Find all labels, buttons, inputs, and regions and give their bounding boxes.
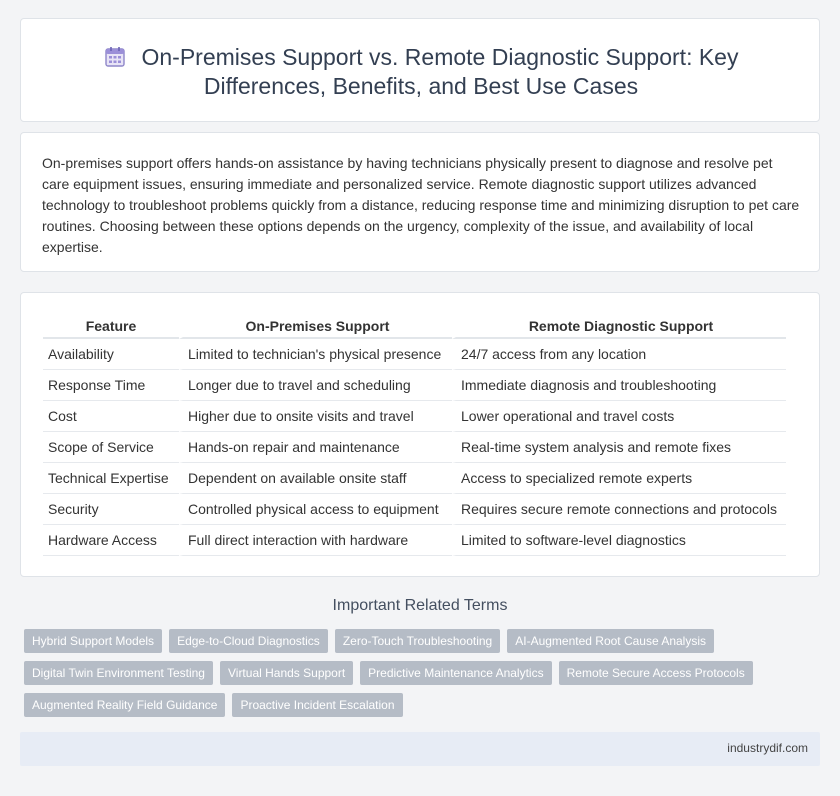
related-terms-heading: Important Related Terms bbox=[332, 597, 508, 614]
on-premises-cell: Controlled physical access to equipment bbox=[179, 494, 452, 525]
remote-cell: Real-time system analysis and remote fixes bbox=[452, 432, 786, 463]
table-row bbox=[43, 370, 786, 401]
page-title bbox=[21, 43, 821, 101]
column-header-remote: Remote Diagnostic Support bbox=[452, 315, 786, 339]
remote-cell: Access to specialized remote experts bbox=[452, 463, 786, 494]
feature-cell: Security bbox=[43, 494, 179, 525]
feature-cell: Availability bbox=[43, 339, 179, 370]
remote-cell: Lower operational and travel costs bbox=[452, 401, 786, 432]
comparison-table bbox=[43, 315, 786, 556]
related-term-tag[interactable]: Edge-to-Cloud Diagnostics bbox=[169, 629, 328, 653]
on-premises-cell: Higher due to onsite visits and travel bbox=[179, 401, 452, 432]
table-row bbox=[43, 432, 786, 463]
remote-cell: 24/7 access from any location bbox=[452, 339, 786, 370]
related-terms-list bbox=[24, 629, 824, 725]
table-row bbox=[43, 525, 786, 556]
remote-cell: Immediate diagnosis and troubleshooting bbox=[452, 370, 786, 401]
comparison-card bbox=[20, 292, 820, 577]
on-premises-cell: Limited to technician's physical presence bbox=[179, 339, 452, 370]
table-row bbox=[43, 494, 786, 525]
related-term-tag[interactable]: Augmented Reality Field Guidance bbox=[24, 693, 225, 717]
feature-cell: Technical Expertise bbox=[43, 463, 179, 494]
header-card bbox=[20, 18, 820, 122]
footer bbox=[20, 732, 820, 766]
related-term-tag[interactable]: Remote Secure Access Protocols bbox=[559, 661, 753, 685]
footer-site-link[interactable]: industrydif.com bbox=[727, 741, 808, 755]
table-row bbox=[43, 401, 786, 432]
remote-cell: Limited to software-level diagnostics bbox=[452, 525, 786, 556]
feature-cell: Scope of Service bbox=[43, 432, 179, 463]
calendar-icon bbox=[104, 46, 126, 68]
table-row bbox=[43, 339, 786, 370]
feature-cell: Cost bbox=[43, 401, 179, 432]
column-header-on-premises: On-Premises Support bbox=[179, 315, 452, 339]
title-line-1: On-Premises Support vs. Remote Diagnostic Support: Key bbox=[141, 44, 739, 70]
on-premises-cell: Longer due to travel and scheduling bbox=[179, 370, 452, 401]
feature-cell: Response Time bbox=[43, 370, 179, 401]
title-line-2: Differences, Benefits, and Best Use Cases bbox=[203, 73, 639, 99]
intro-card bbox=[20, 132, 820, 272]
on-premises-cell: Hands-on repair and maintenance bbox=[179, 432, 452, 463]
column-header-feature: Feature bbox=[43, 315, 179, 339]
related-term-tag[interactable]: Virtual Hands Support bbox=[220, 661, 353, 685]
intro-paragraph: On-premises support offers hands-on assistance by having technicians physically present to diagnose and resolve pet care equipment issues, ensuring immediate and personalized service. Remote diagnostic support utilizes advanced technology to troubleshoot problems quickly from a distance, reducing response time and minimizing disruption to pet care routines. Choosing between these options depends on the urgency, complexity of the issue, and availability of local expertise. bbox=[42, 155, 800, 255]
related-term-tag[interactable]: Digital Twin Environment Testing bbox=[24, 661, 213, 685]
related-term-tag[interactable]: Predictive Maintenance Analytics bbox=[360, 661, 551, 685]
related-term-tag[interactable]: AI-Augmented Root Cause Analysis bbox=[507, 629, 714, 653]
on-premises-cell: Full direct interaction with hardware bbox=[179, 525, 452, 556]
table-header-row bbox=[43, 315, 786, 339]
remote-cell: Requires secure remote connections and protocols bbox=[452, 494, 786, 525]
related-term-tag[interactable]: Proactive Incident Escalation bbox=[232, 693, 402, 717]
feature-cell: Hardware Access bbox=[43, 525, 179, 556]
related-term-tag[interactable]: Hybrid Support Models bbox=[24, 629, 162, 653]
table-row bbox=[43, 463, 786, 494]
on-premises-cell: Dependent on available onsite staff bbox=[179, 463, 452, 494]
related-term-tag[interactable]: Zero-Touch Troubleshooting bbox=[335, 629, 500, 653]
